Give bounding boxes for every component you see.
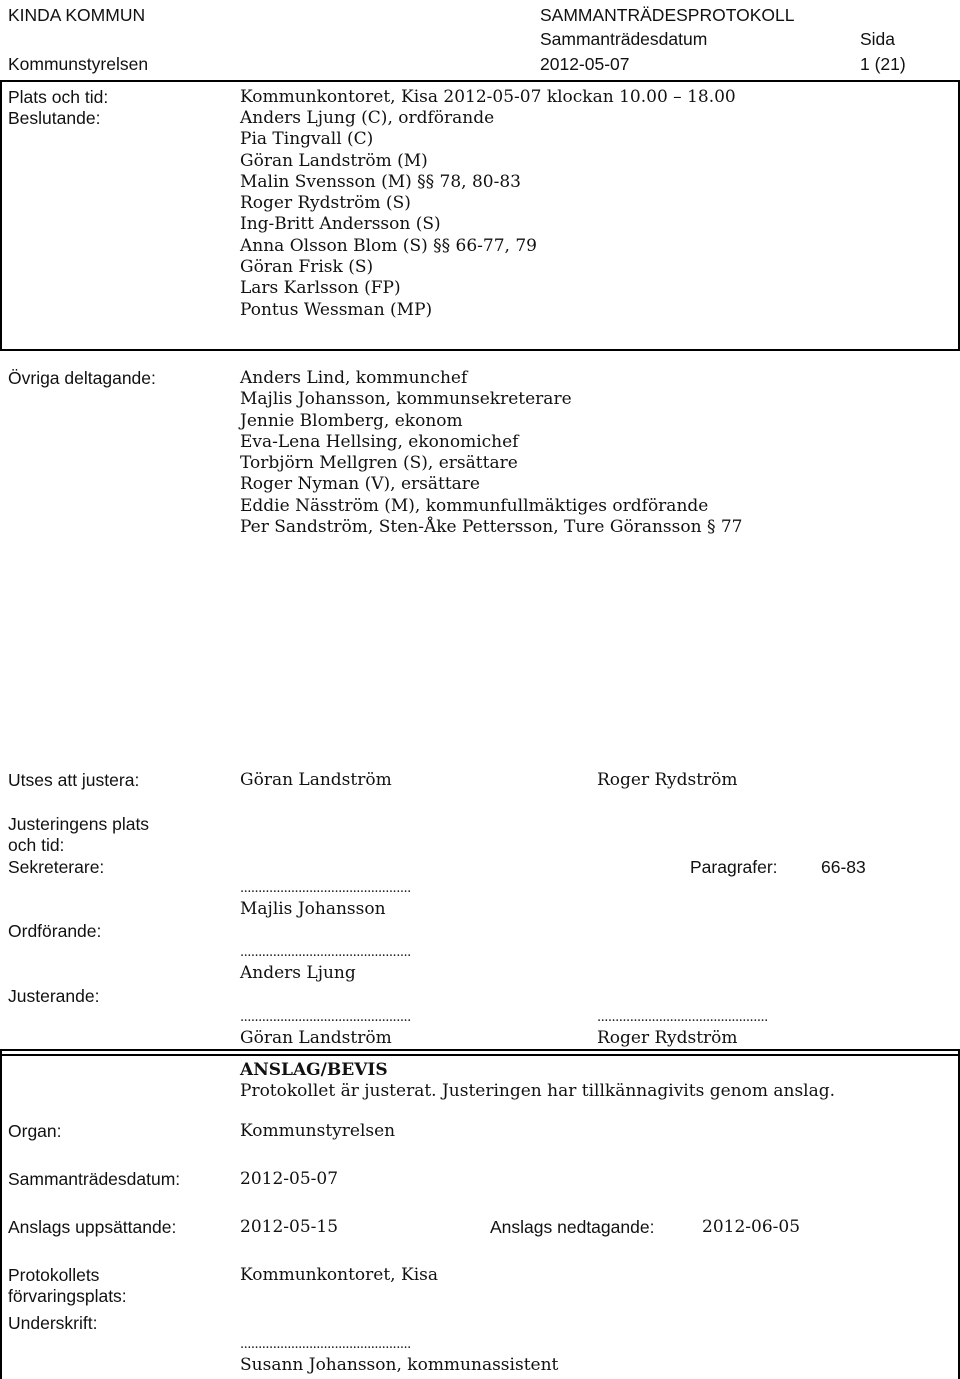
notice-date-value: 2012-05-07	[240, 1169, 339, 1189]
storage-value: Kommunkontoret, Kisa	[240, 1265, 438, 1285]
committee-name: Kommunstyrelsen	[8, 54, 149, 74]
notice-date-label: Sammanträdesdatum:	[8, 1169, 181, 1189]
signature-label: Underskrift:	[8, 1313, 98, 1333]
other-participants-label: Övriga deltagande:	[8, 368, 156, 388]
organ-label: Organ:	[8, 1121, 62, 1141]
adjusting-name-1: Göran Landström	[240, 1028, 392, 1048]
participant: Eddie Näsström (M), kommunfullmäktiges ordförande	[240, 495, 709, 516]
notice-left-border	[0, 1049, 2, 1379]
adjuster-1: Göran Landström	[240, 770, 392, 790]
deciding-member: Anna Olsson Blom (S) §§ 66-77, 79	[240, 235, 537, 256]
paragraphs-value: 66-83	[821, 857, 866, 877]
notice-text: Protokollet är justerat. Justeringen har tillkännagivits genom anslag.	[240, 1081, 836, 1101]
deciding-member: Lars Karlsson (FP)	[240, 278, 401, 299]
adjusters-label: Utses att justera:	[8, 770, 140, 790]
posted-date: 2012-05-15	[240, 1217, 339, 1237]
signature-line: ...............................................	[240, 1337, 411, 1352]
storage-label-line2: förvaringsplats:	[8, 1286, 127, 1306]
secretary-name: Majlis Johansson	[240, 899, 386, 919]
notice-title: ANSLAG/BEVIS	[240, 1060, 388, 1080]
deciding-member: Anders Ljung (C), ordförande	[240, 108, 495, 128]
municipality-name: KINDA KOMMUN	[8, 5, 146, 25]
deciding-member: Malin Svensson (M) §§ 78, 80-83	[240, 171, 521, 192]
meeting-date-value: 2012-05-07	[540, 54, 630, 74]
participant: Eva-Lena Hellsing, ekonomichef	[240, 431, 519, 452]
participant: Roger Nyman (V), ersättare	[240, 474, 480, 495]
adjusting-name-2: Roger Rydström	[597, 1028, 738, 1048]
notice-right-border	[958, 1049, 960, 1379]
deciding-member: Pontus Wessman (MP)	[240, 299, 433, 320]
deciding-member: Ing-Britt Andersson (S)	[240, 214, 441, 235]
adjuster-2: Roger Rydström	[597, 770, 738, 790]
secretary-signature-line: ...............................................	[240, 881, 411, 896]
adjusting-label: Justerande:	[8, 986, 100, 1006]
page-number: 1 (21)	[860, 54, 906, 74]
box-left-border	[0, 80, 2, 350]
adjust-place-label-line2: och tid:	[8, 835, 65, 855]
deciding-member: Pia Tingvall (C)	[240, 129, 374, 150]
secretary-label: Sekreterare:	[8, 857, 105, 877]
deciding-list	[240, 108, 537, 321]
place-time-value: Kommunkontoret, Kisa 2012-05-07 klockan 10.00 – 18.00	[240, 87, 736, 107]
page-label: Sida	[860, 29, 896, 49]
header-rule	[0, 80, 960, 82]
document-type: SAMMANTRÄDESPROTOKOLL	[540, 5, 795, 25]
adjust-place-label-line1: Justeringens plats	[8, 814, 150, 834]
participant: Jennie Blomberg, ekonom	[240, 410, 463, 431]
box-right-border	[958, 80, 960, 350]
place-time-label: Plats och tid:	[8, 87, 109, 107]
meeting-date-label: Sammanträdesdatum	[540, 29, 708, 49]
removed-label: Anslags nedtagande:	[490, 1217, 655, 1237]
removed-date: 2012-06-05	[702, 1217, 801, 1237]
posted-label: Anslags uppsättande:	[8, 1217, 177, 1237]
organ-value: Kommunstyrelsen	[240, 1121, 396, 1141]
participant: Anders Lind, kommunchef	[240, 368, 468, 388]
notice-top-rule-double	[0, 1054, 960, 1056]
box-bottom-rule	[0, 349, 960, 351]
paragraphs-label: Paragrafer:	[690, 857, 778, 877]
signature-name: Susann Johansson, kommunassistent	[240, 1355, 559, 1375]
notice-top-rule	[0, 1049, 960, 1051]
participant: Per Sandström, Sten-Åke Pettersson, Ture Göransson § 77	[240, 517, 743, 538]
participant: Majlis Johansson, kommunsekreterare	[240, 389, 572, 410]
storage-label-line1: Protokollets	[8, 1265, 100, 1285]
deciding-label: Beslutande:	[8, 108, 101, 128]
participant: Torbjörn Mellgren (S), ersättare	[240, 453, 518, 474]
deciding-member: Göran Landström (M)	[240, 150, 428, 171]
adjuster-1-signature-line: ...............................................	[240, 1010, 411, 1025]
chair-name: Anders Ljung	[240, 963, 356, 983]
chair-signature-line: ...............................................	[240, 945, 411, 960]
deciding-member: Roger Rydström (S)	[240, 193, 411, 214]
adjuster-2-signature-line: ...............................................	[597, 1010, 768, 1025]
chair-label: Ordförande:	[8, 921, 102, 941]
deciding-member: Göran Frisk (S)	[240, 257, 374, 278]
other-participants-list	[240, 368, 743, 538]
